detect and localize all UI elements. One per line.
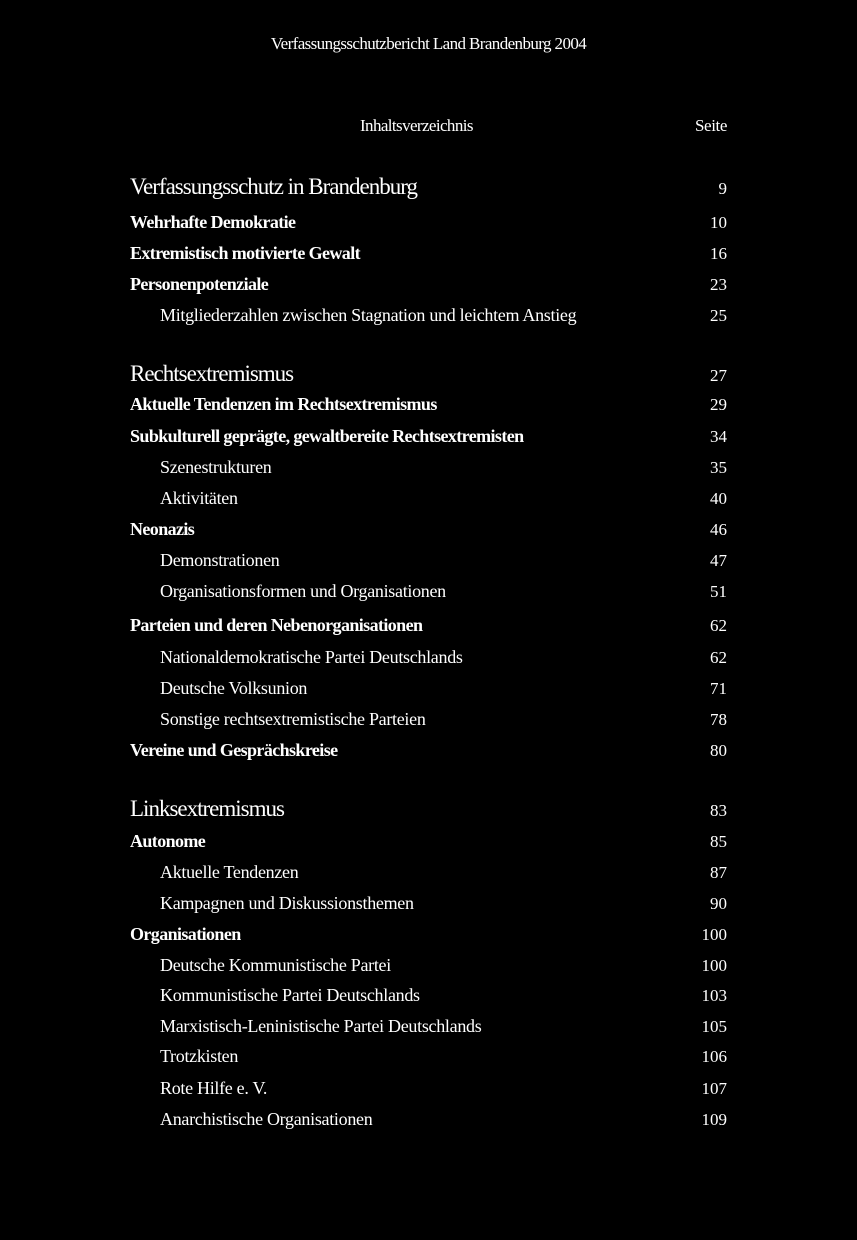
- toc-entry-page: 51: [710, 582, 727, 601]
- toc-entry-title: Sonstige rechtsextremistische Parteien: [160, 709, 426, 729]
- toc-entry-title: Demonstrationen: [160, 550, 280, 570]
- toc-entry-page: 47: [710, 551, 727, 570]
- toc-entry-page: 100: [701, 956, 727, 975]
- toc-entry-title: Deutsche Volksunion: [160, 678, 308, 698]
- toc-entry-page: 35: [710, 458, 727, 477]
- toc-entry: [130, 924, 727, 945]
- toc-entry: [130, 426, 727, 447]
- toc-entry: [130, 709, 727, 730]
- toc-entry-page: 34: [710, 427, 727, 446]
- toc-entry-title: Mitgliederzahlen zwischen Stagnation und leichtem Anstieg: [160, 305, 577, 325]
- toc-entry-page: 107: [701, 1079, 727, 1098]
- toc-entry-title: Nationaldemokratische Partei Deutschlands: [160, 647, 463, 667]
- toc-entry-title: Kampagnen und Diskussionsthemen: [160, 893, 414, 913]
- toc-entry: [130, 831, 727, 852]
- toc-entry: [130, 955, 727, 976]
- toc-entry: [130, 893, 727, 914]
- toc-entry: [130, 212, 727, 233]
- toc-entry: [130, 550, 727, 571]
- toc-entry-page: 109: [701, 1110, 727, 1129]
- toc-entry: [130, 1109, 727, 1130]
- toc-entry-page: 90: [710, 894, 727, 913]
- toc-entry-page: 105: [701, 1017, 727, 1036]
- toc-entry: [130, 1046, 727, 1067]
- toc-entry-page: 23: [710, 275, 727, 294]
- toc-entry-title: Aktivitäten: [160, 488, 238, 508]
- toc-entry-title: Kommunistische Partei Deutschlands: [160, 985, 420, 1005]
- toc-entry-title: Wehrhafte Demokratie: [130, 212, 296, 232]
- toc-entry-title: Autonome: [130, 831, 206, 851]
- toc-entry-page: 25: [710, 306, 727, 325]
- toc-entry-page: 106: [701, 1047, 727, 1066]
- toc-entry-title: Vereine und Gesprächskreise: [130, 740, 338, 760]
- toc-entry: [130, 678, 727, 699]
- toc-entry-title: Rote Hilfe e. V.: [160, 1078, 268, 1098]
- running-header: Verfassungsschutzbericht Land Brandenburg 2004: [270, 34, 587, 53]
- toc-entry-page: 9: [718, 179, 727, 198]
- toc-entry-page: 62: [710, 648, 727, 667]
- toc-entry: [130, 985, 727, 1006]
- toc-entry: [130, 519, 727, 540]
- toc-entry-title: Marxistisch-Leninistische Partei Deutschlands: [160, 1016, 482, 1036]
- toc-entry-title: Neonazis: [130, 519, 195, 539]
- toc-entry-title: Anarchistische Organisationen: [160, 1109, 373, 1129]
- toc-entry: [130, 274, 727, 295]
- toc-entry: [130, 305, 727, 326]
- toc-entry-title: Rechtsextremismus: [130, 361, 294, 386]
- toc-entry: [130, 243, 727, 264]
- toc-entry-title: Extremistisch motivierte Gewalt: [130, 243, 360, 263]
- toc-entry-page: 10: [710, 213, 727, 232]
- toc-entry-title: Personenpotenziale: [130, 274, 269, 294]
- toc-entry-page: 71: [710, 679, 727, 698]
- toc-entry-page: 46: [710, 520, 727, 539]
- toc-entry: [130, 581, 727, 602]
- toc-entry-page: 27: [710, 366, 727, 385]
- toc-entry-title: Aktuelle Tendenzen im Rechtsextremismus: [130, 394, 437, 414]
- toc-entry: [130, 615, 727, 636]
- toc-entry-page: 80: [710, 741, 727, 760]
- toc-entry-page: 83: [710, 801, 727, 820]
- toc-entry: [130, 394, 727, 415]
- toc-entry: [130, 361, 727, 387]
- toc-entry-title: Linksextremismus: [130, 796, 284, 821]
- toc-entry-title: Szenestrukturen: [160, 457, 272, 477]
- toc-entry-page: 87: [710, 863, 727, 882]
- toc-entry: [130, 862, 727, 883]
- toc-entry-title: Trotzkisten: [160, 1046, 239, 1066]
- toc-entry: [130, 488, 727, 509]
- toc-entry-page: 100: [701, 925, 727, 944]
- toc-entry-title: Organisationen: [130, 924, 241, 944]
- toc-entry-title: Subkulturell geprägte, gewaltbereite Rechtsextremisten: [130, 426, 524, 446]
- toc-entry: [130, 1078, 727, 1099]
- toc-entry-title: Aktuelle Tendenzen: [160, 862, 299, 882]
- toc-entry: [130, 174, 727, 200]
- toc-entry-page: 16: [710, 244, 727, 263]
- toc-entry-title: Parteien und deren Nebenorganisationen: [130, 615, 423, 635]
- toc-entry-title: Verfassungsschutz in Brandenburg: [130, 174, 417, 199]
- toc-entry-title: Deutsche Kommunistische Partei: [160, 955, 391, 975]
- toc-entry-page: 103: [701, 986, 727, 1005]
- toc-entry: [130, 740, 727, 761]
- toc-entry-page: 40: [710, 489, 727, 508]
- page-column-label: Seite: [695, 116, 727, 135]
- toc-entry-page: 85: [710, 832, 727, 851]
- toc-entry-page: 78: [710, 710, 727, 729]
- toc-entry: [130, 647, 727, 668]
- toc-entry: [130, 457, 727, 478]
- toc-entry: [130, 796, 727, 822]
- toc-entry-page: 62: [710, 616, 727, 635]
- toc-title: Inhaltsverzeichnis: [360, 116, 473, 135]
- toc-entry: [130, 1016, 727, 1037]
- toc-entry-page: 29: [710, 395, 727, 414]
- toc-entry-title: Organisationsformen und Organisationen: [160, 581, 446, 601]
